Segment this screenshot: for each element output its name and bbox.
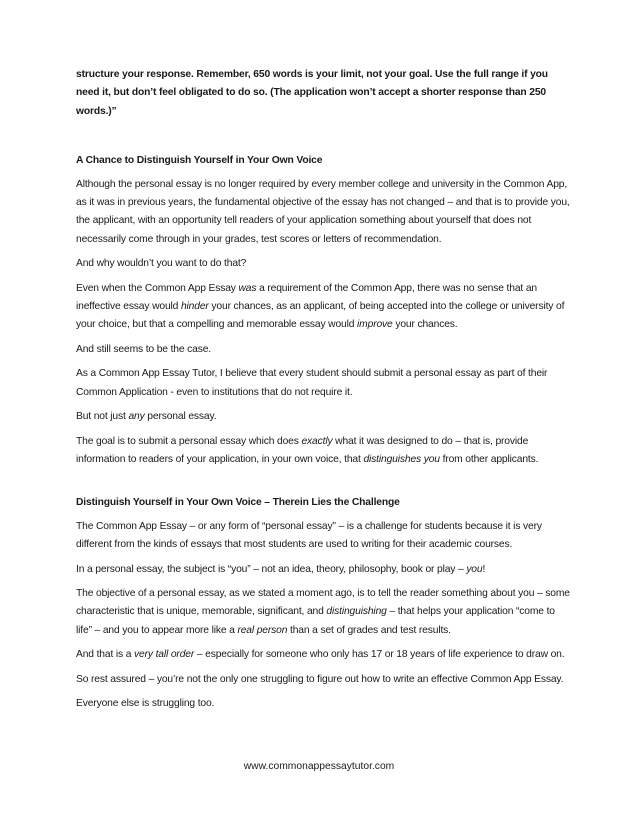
paragraph: And that is a very tall order – especially for someone who only has 17 or 18 years of life experience to draw on.: [76, 649, 565, 661]
paragraph: And still seems to be the case.: [76, 343, 212, 355]
paragraph: The objective of a personal essay, as we stated a moment ago, is to tell the reader something about you – some characteristic that is unique, memorable, significant, and distinguishing – that helps your application “come to life” – and you to appear more like a real person than a set of grades and test results.: [76, 587, 570, 636]
footer-url: www.commonappessaytutor.com: [243, 761, 395, 772]
paragraph: And why wouldn’t you want to do that?: [76, 258, 247, 270]
paragraph: In a personal essay, the subject is “you” – not an idea, theory, philosophy, book or play – you!: [76, 563, 486, 575]
paragraph: The Common App Essay – or any form of “personal essay” – is a challenge for students because it is very different from the kinds of essays that most students are used to writing for their academic courses.: [76, 520, 542, 551]
intro-paragraph: structure your response. Remember, 650 words is your limit, not your goal. Use the full range if you need it, but don’t feel obligated to do so. (The application won’t accept a shorter response than 250 words.)”: [76, 69, 548, 117]
paragraph: So rest assured – you’re not the only one struggling to figure out how to write an effective Common App Essay.: [76, 673, 564, 685]
paragraph: Even when the Common App Essay was a requirement of the Common App, there was no sense that an ineffective essay would hinder your chances, as an applicant, of being accepted into the college or university of your choice, but that a compelling and memorable essay would improve your chances.: [76, 282, 565, 331]
paragraph: As a Common App Essay Tutor, I believe that every student should submit a personal essay as part of their Common Application - even to institutions that do not require it.: [76, 368, 548, 398]
paragraph: But not just any personal essay.: [76, 411, 217, 423]
paragraph: Everyone else is struggling too.: [76, 697, 215, 709]
section-heading-chance: A Chance to Distinguish Yourself in Your Own Voice: [76, 155, 323, 167]
paragraph: Although the personal essay is no longer required by every member college and university in the Common App, as it was in previous years, the fundamental objective of the essay has not changed – and that is to provide you, the applicant, with an opportunity tell readers of your application something about yourself that does not necessarily come through in your grades, test scores or letters of recommendation.: [76, 178, 570, 245]
section-heading-challenge: Distinguish Yourself in Your Own Voice – Therein Lies the Challenge: [76, 497, 400, 509]
document-page: [76, 66, 571, 719]
paragraph: The goal is to submit a personal essay which does exactly what it was designed to do – that is, provide information to readers of your application, in your own voice, that distinguishes you from other applicants.: [76, 435, 539, 465]
